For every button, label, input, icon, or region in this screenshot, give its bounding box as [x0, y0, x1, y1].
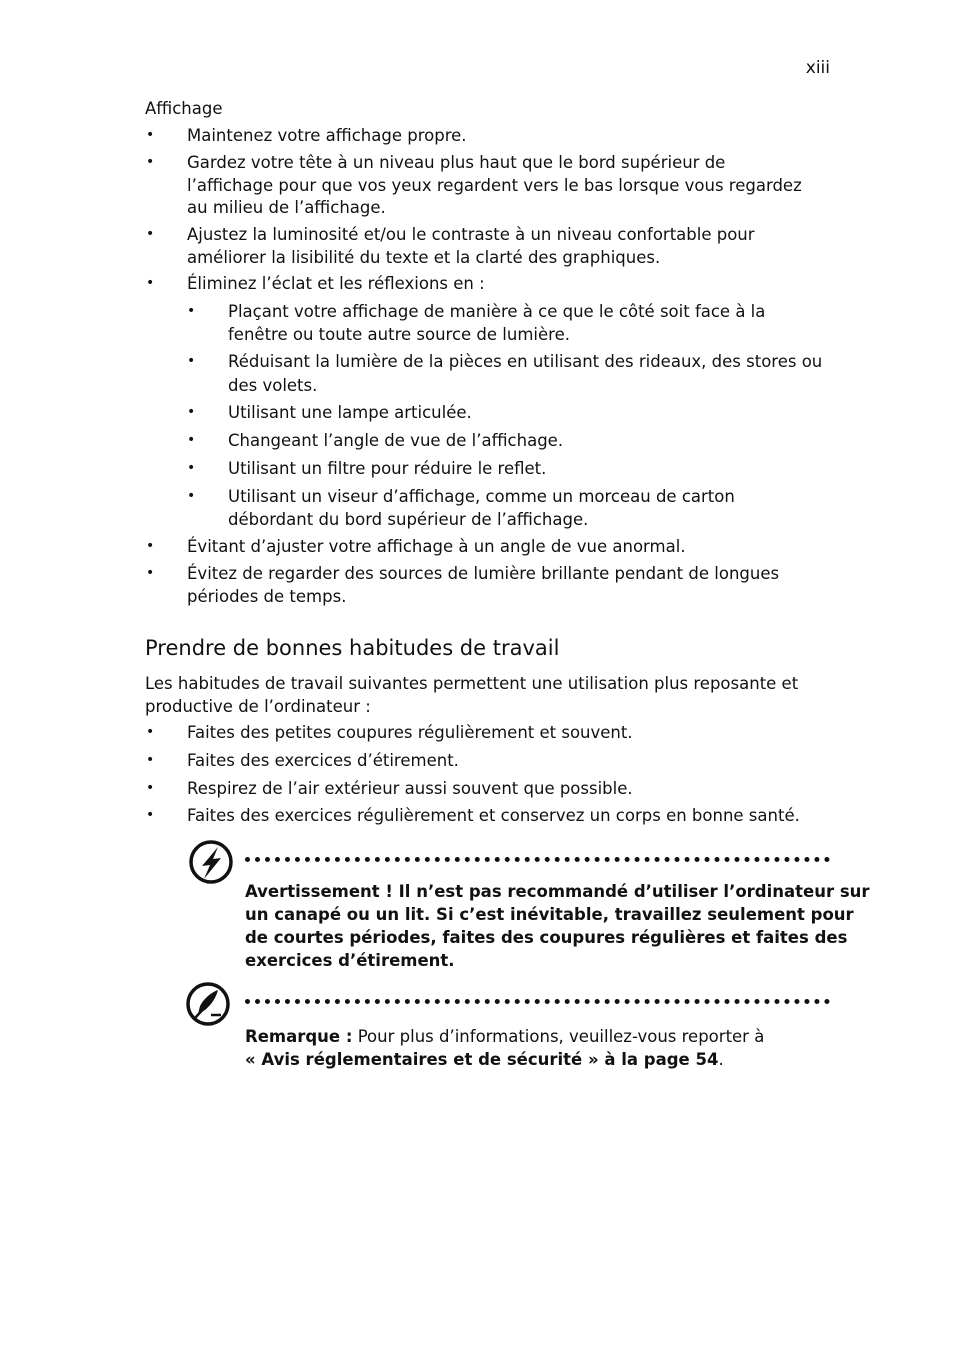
- sub-list-item-line: des volets.: [228, 376, 318, 395]
- bullet: •: [146, 724, 155, 740]
- list-item-line: Éliminez l’éclat et les réflexions en :: [187, 274, 485, 293]
- page-number: xiii: [805, 58, 830, 78]
- sub-list-item-line: Utilisant un viseur d’affichage, comme un morceau de carton: [228, 487, 735, 506]
- sub-list-item-line: Réduisant la lumière de la pièces en utilisant des rideaux, des stores ou: [228, 352, 823, 371]
- bullet: •: [146, 752, 155, 768]
- sub-bullet: •: [187, 488, 196, 504]
- bullet: •: [146, 275, 155, 291]
- list-item-line: Faites des exercices régulièrement et conservez un corps en bonne santé.: [187, 806, 800, 825]
- bullet: •: [146, 154, 155, 170]
- sub-list-item-line: fenêtre ou toute autre source de lumière.: [228, 325, 570, 344]
- list-item-line: Évitez de regarder des sources de lumière brillante pendant de longues: [187, 564, 780, 583]
- bullet: •: [146, 226, 155, 242]
- list-item-line: Ajustez la luminosité et/ou le contraste à un niveau confortable pour: [187, 225, 755, 244]
- list-item-line: Maintenez votre affichage propre.: [187, 126, 467, 145]
- sub-bullet: •: [187, 460, 196, 476]
- list-item-line: Évitant d’ajuster votre affichage à un angle de vue anormal.: [187, 537, 686, 556]
- intro-line: productive de l’ordinateur :: [145, 697, 371, 716]
- sub-bullet: •: [187, 353, 196, 369]
- note-reference-link[interactable]: « Avis réglementaires et de sécurité » à la page 54: [245, 1050, 719, 1069]
- note-text-line: [245, 1048, 724, 1071]
- warning-text-line: Avertissement ! Il n’est pas recommandé d’utiliser l’ordinateur sur: [245, 882, 870, 901]
- bullet: •: [146, 127, 155, 143]
- list-item-line: Gardez votre tête à un niveau plus haut que le bord supérieur de: [187, 153, 726, 172]
- note-divider: [245, 999, 830, 1004]
- note-text: Pour plus d’informations, veuillez-vous reporter à: [352, 1027, 765, 1046]
- sub-bullet: •: [187, 303, 196, 319]
- sub-list-item-line: Utilisant une lampe articulée.: [228, 403, 472, 422]
- list-item-line: Faites des exercices d’étirement.: [187, 751, 459, 770]
- note-pen-icon: [185, 981, 231, 1027]
- warning-divider: [245, 857, 830, 862]
- list-item-line: améliorer la lisibilité du texte et la clarté des graphiques.: [187, 248, 661, 267]
- bullet: •: [146, 565, 155, 581]
- sub-bullet: •: [187, 404, 196, 420]
- section-title: Prendre de bonnes habitudes de travail: [145, 636, 560, 660]
- warning-text-line: exercices d’étirement.: [245, 951, 455, 970]
- note-text-line: [245, 1025, 764, 1048]
- bullet: •: [146, 807, 155, 823]
- warning-lightning-icon: [188, 839, 234, 885]
- list-item-line: au milieu de l’affichage.: [187, 198, 386, 217]
- sub-list-item-line: débordant du bord supérieur de l’affichage.: [228, 510, 589, 529]
- sub-list-item-line: Plaçant votre affichage de manière à ce que le côté soit face à la: [228, 302, 766, 321]
- list-item-line: périodes de temps.: [187, 587, 347, 606]
- sub-bullet: •: [187, 432, 196, 448]
- section-label-affichage: Affichage: [145, 99, 223, 118]
- warning-text-line: de courtes périodes, faites des coupures régulières et faites des: [245, 928, 848, 947]
- list-item-line: Respirez de l’air extérieur aussi souvent que possible.: [187, 779, 633, 798]
- note-label: Remarque :: [245, 1027, 353, 1046]
- note-period: .: [718, 1050, 724, 1069]
- sub-list-item-line: Changeant l’angle de vue de l’affichage.: [228, 431, 564, 450]
- sub-list-item-line: Utilisant un filtre pour réduire le reflet.: [228, 459, 547, 478]
- list-item-line: Faites des petites coupures régulièrement et souvent.: [187, 723, 633, 742]
- bullet: •: [146, 780, 155, 796]
- warning-text-line: un canapé ou un lit. Si c’est inévitable, travaillez seulement pour: [245, 905, 854, 924]
- bullet: •: [146, 538, 155, 554]
- list-item-line: l’affichage pour que vos yeux regardent vers le bas lorsque vous regardez: [187, 176, 802, 195]
- intro-line: Les habitudes de travail suivantes permettent une utilisation plus reposante et: [145, 674, 799, 693]
